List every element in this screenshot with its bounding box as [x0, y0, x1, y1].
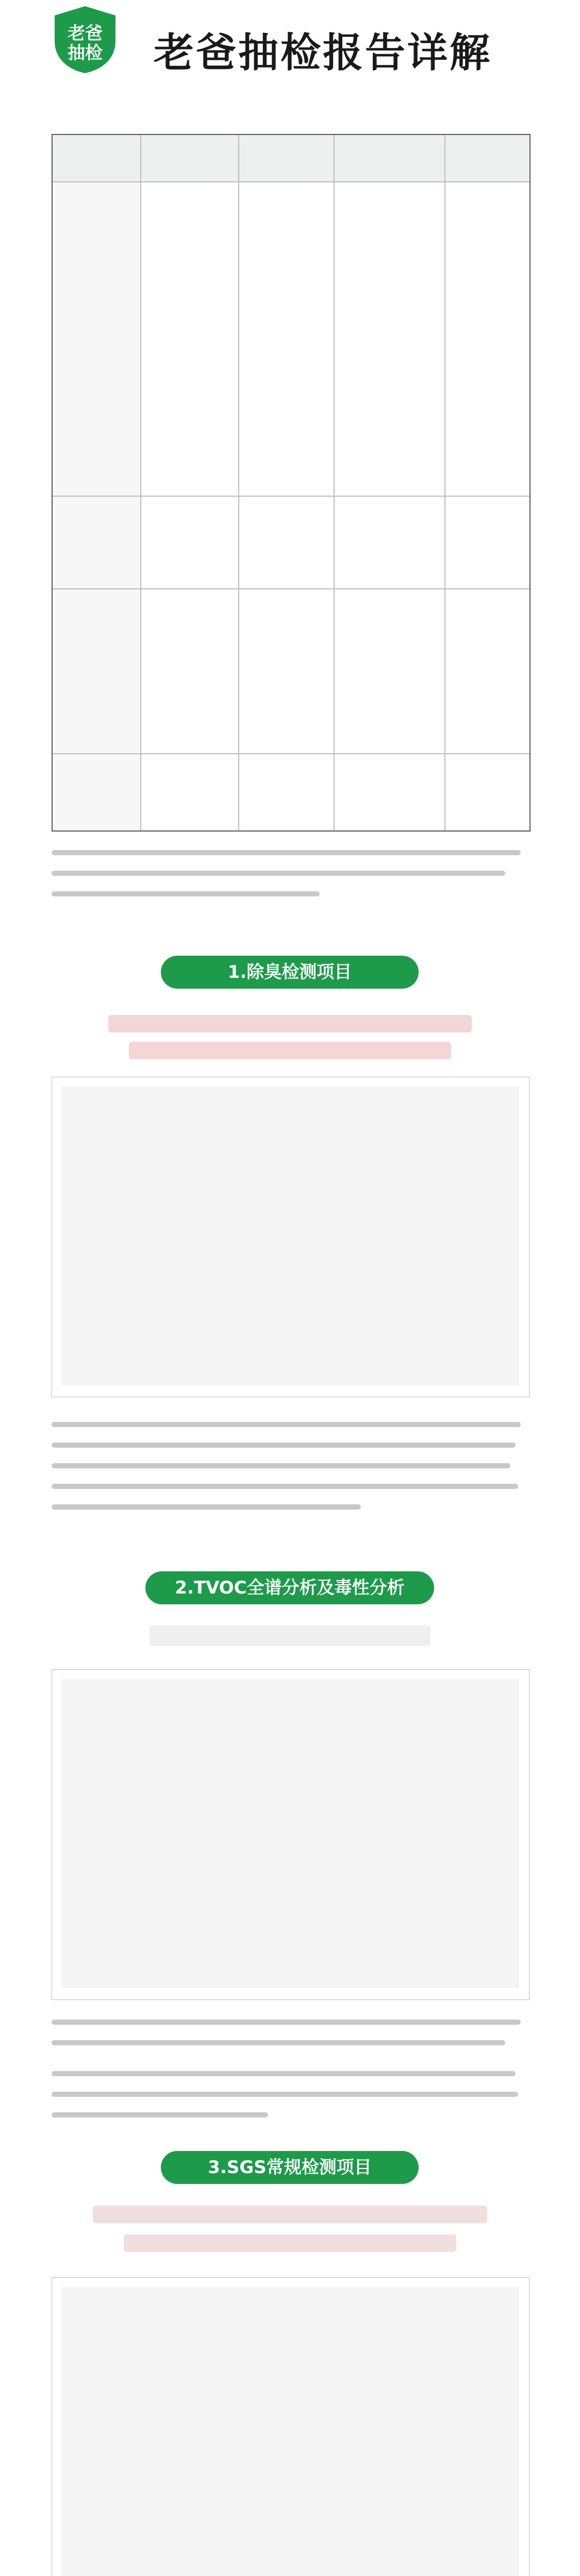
- sgs-summary: [93, 2202, 487, 2269]
- test-results-table: [52, 134, 531, 832]
- section-title-tvoc: 2.TVOC全谱分析及毒性分析: [145, 1571, 434, 1604]
- deodorize-report-image: [52, 1077, 529, 1397]
- page-title: 老爸抽检报告详解: [154, 30, 492, 76]
- deodorize-summary: [108, 1010, 472, 1066]
- section-title-sgs: 3.SGS常规检测项目: [161, 2151, 419, 2184]
- section-title-deodorize: 1.除臭检测项目: [161, 956, 419, 989]
- page-header: [0, 0, 580, 77]
- sgs-report-image: [52, 2277, 529, 2576]
- tvoc-report-image: [52, 1669, 529, 2000]
- tvoc-note: [52, 2014, 528, 2138]
- tvoc-summary: [150, 1625, 430, 1646]
- logo-text: 老爸抽检: [68, 23, 103, 63]
- table-note: [52, 845, 528, 907]
- deodorize-note: [52, 1417, 528, 1530]
